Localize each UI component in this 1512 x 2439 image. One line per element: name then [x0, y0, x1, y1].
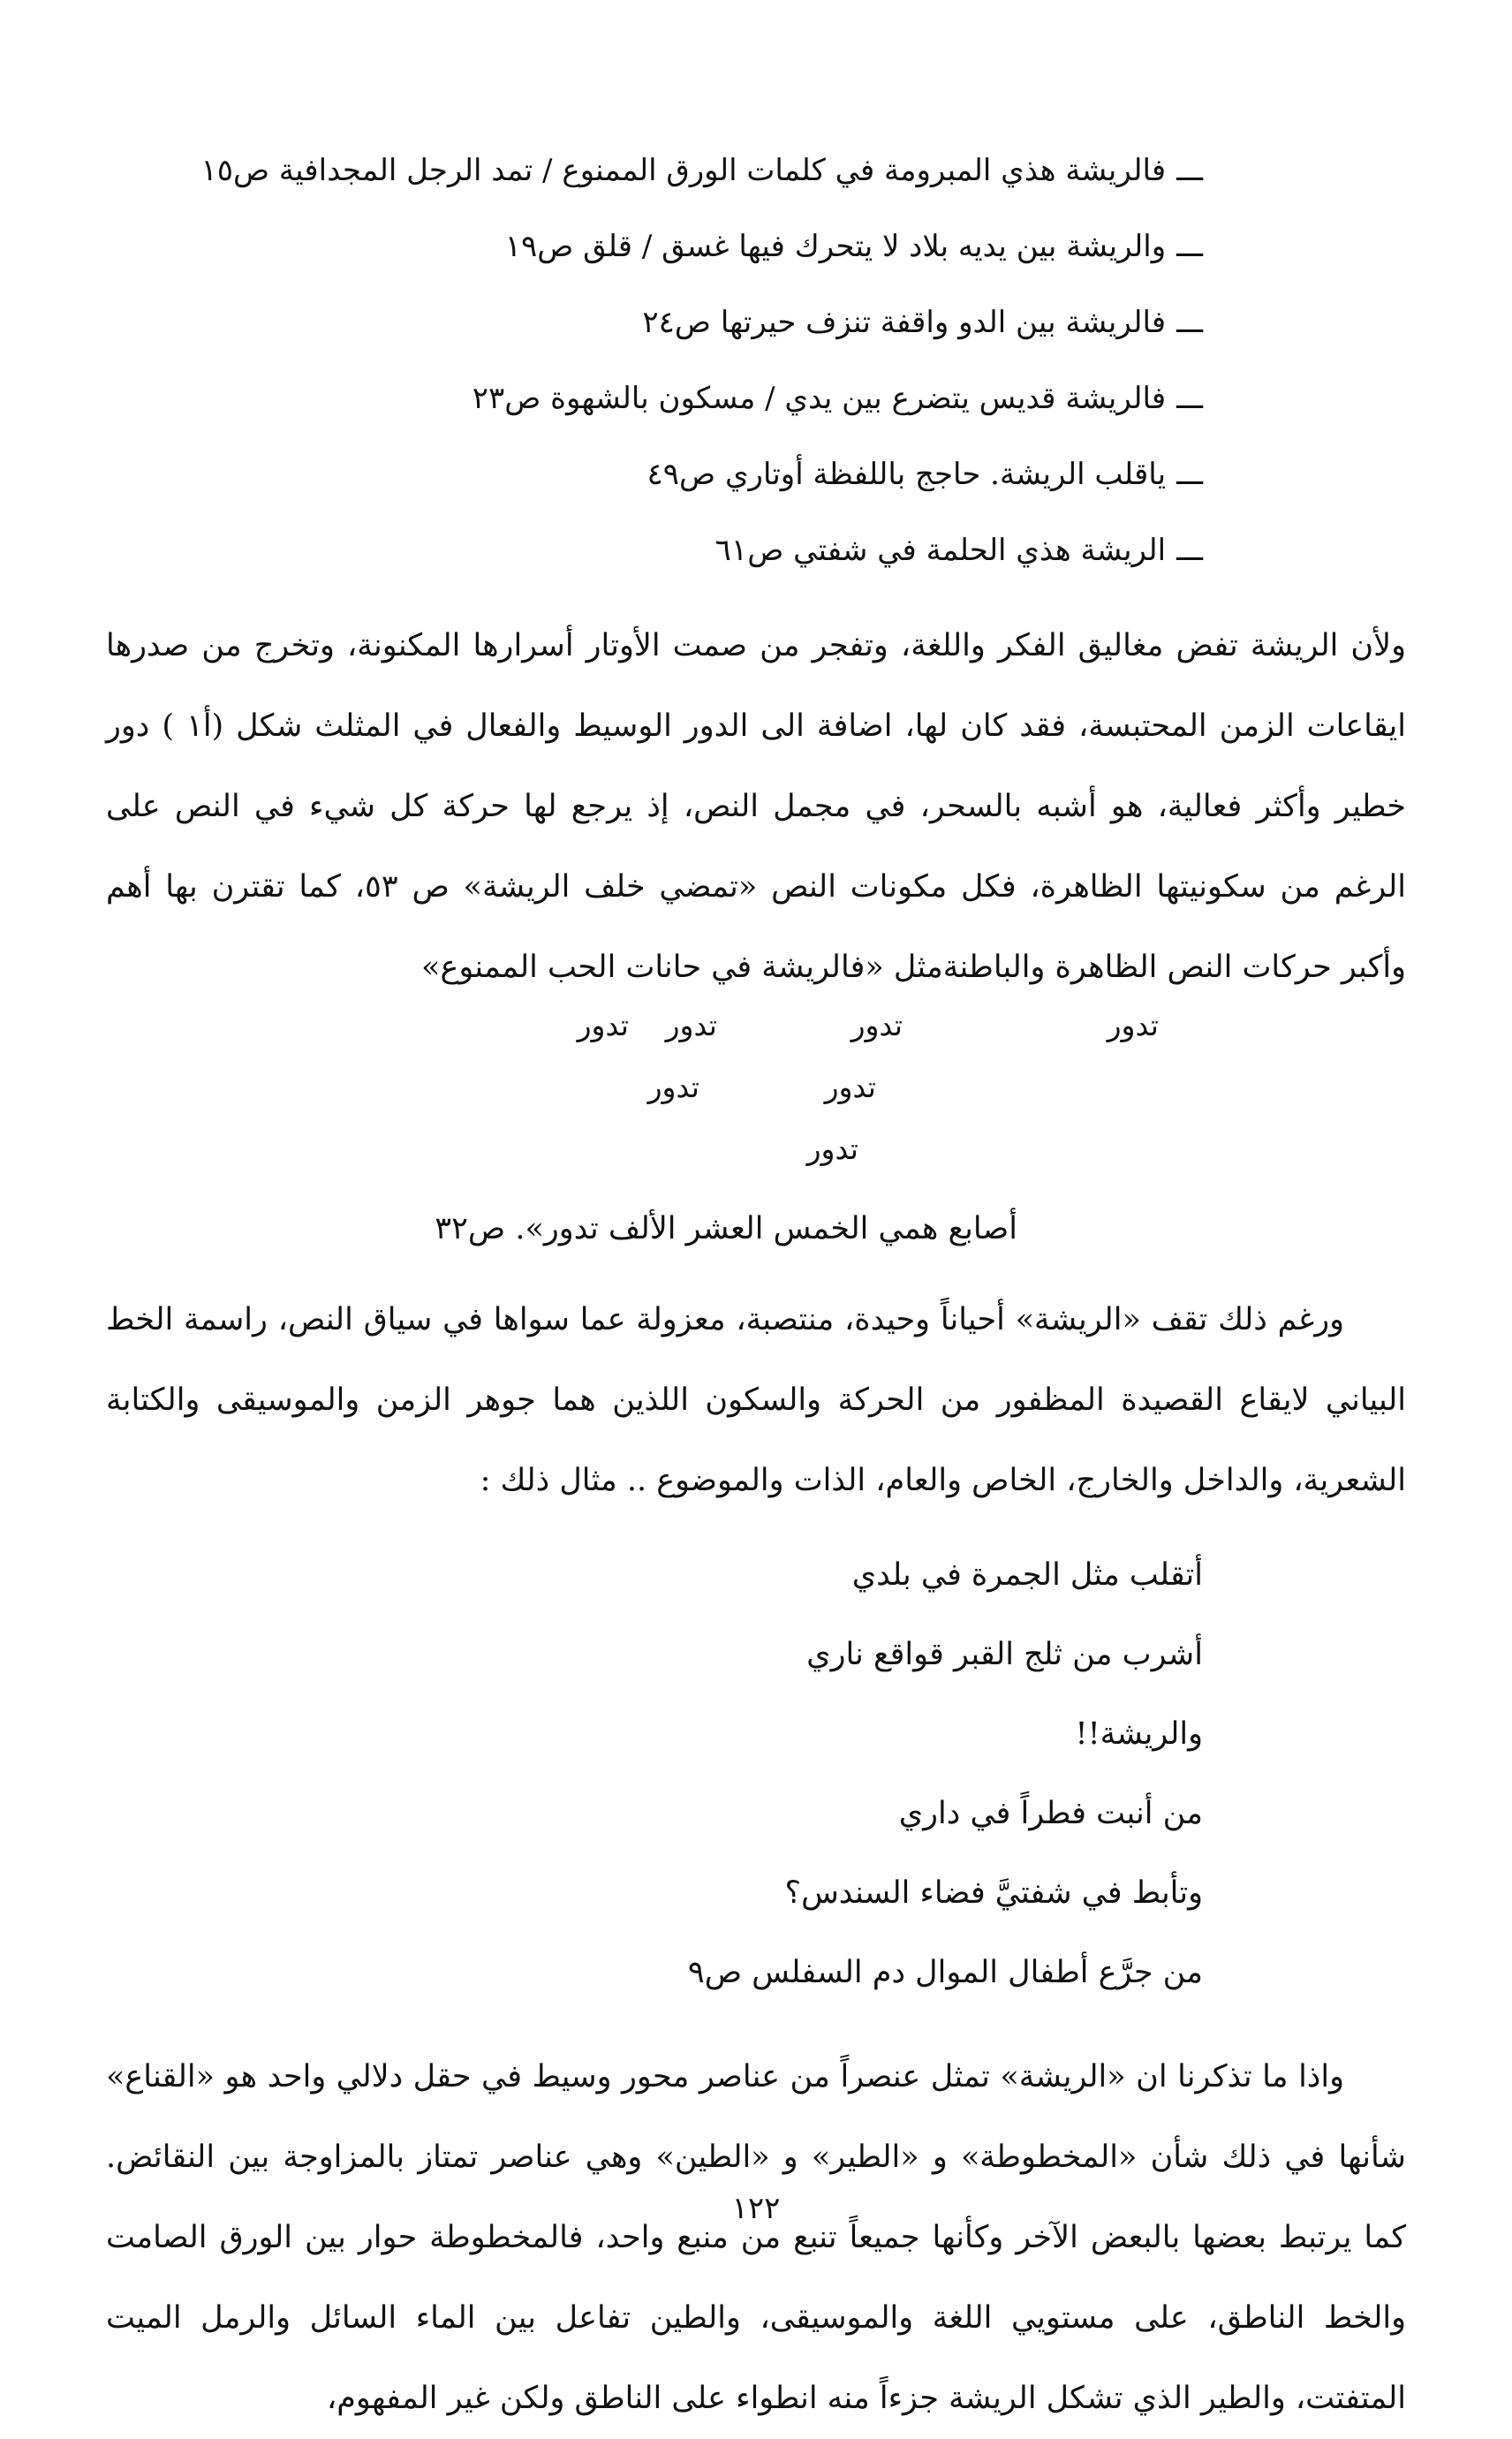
dash-marker: ـــ — [1176, 457, 1203, 492]
paragraph-feather-alone: ورغم ذلك تقف «الريشة» أحياناً وحيدة، منتصبة، معزولة عما سواها في سياق النص، راسمة الخط البياني لايقاع القصيدة المظفور من الحركة والسكون اللذين هما جوهر الزمن والموسيقى والكتابة الشعرية، والداخل والخارج، الخاص والعام، الذات والموضوع .. مثال ذلك : — [106, 1302, 1406, 1498]
quote-dash-line — [106, 208, 1203, 284]
page-number: ١٢٢ — [731, 2191, 781, 2226]
quote-text: الريشة هذي الحلمة في شفتي ص٦١ — [714, 533, 1167, 568]
rotating-words-figure — [106, 1008, 1406, 1193]
tadur-word: تدور — [665, 1008, 717, 1042]
quote-dash-line — [106, 284, 1203, 360]
quote-text: فالريشة هذي المبرومة في كلمات الورق الممنوع / تمد الرجل المجدافية ص١٥ — [200, 153, 1167, 188]
tadur-word: تدور — [850, 1008, 903, 1042]
dash-marker: ـــ — [1176, 533, 1203, 568]
quote-dash-line — [106, 360, 1203, 436]
quote-dash-line — [106, 436, 1203, 512]
quote-text: والريشة بين يديه بلاد لا يتحرك فيها غسق / قلق ص١٩ — [504, 229, 1167, 264]
dash-marker: ـــ — [1176, 305, 1203, 340]
fingers-line: أصابع همي الخمس العشر الألف تدور». ص٣٢ — [435, 1211, 1017, 1246]
dash-marker: ـــ — [1176, 229, 1203, 264]
tadur-word: تدور — [806, 1132, 858, 1166]
dash-marker: ـــ — [1176, 153, 1203, 188]
poem-line: أتقلب مثل الجمرة في بلدي — [851, 1557, 1203, 1593]
page-content — [106, 133, 1406, 2439]
poem-excerpt — [106, 1535, 1406, 2012]
poem-line: من أنبت فطراً في داري — [898, 1796, 1203, 1831]
quote-text: فالريشة قديس يتضرع بين يدي / مسكون بالشهوة ص٢٣ — [472, 381, 1167, 416]
poem-line: وتأبط في شفتيَّ فضاء السندس؟ — [784, 1875, 1203, 1911]
quote-dash-list — [106, 133, 1406, 588]
quote-text: فالريشة بين الدو واقفة تنزف حيرتها ص٢٤ — [642, 305, 1167, 340]
quote-dash-line — [106, 512, 1203, 588]
poem-line: والريشة!! — [1075, 1716, 1203, 1752]
poem-line: أشرب من ثلج القبر قواقع ناري — [806, 1637, 1203, 1672]
paragraph-mask-field: واذا ما تذكرنا ان «الريشة» تمثل عنصراً من عناصر محور وسيط في حقل دلالي واحد هو «القناع» شأنها في ذلك شأن «المخطوطة» و «الطير» و «الطين» وهي عناصر تمتاز بالمزاوجة بين النقائض. كما يرتبط بعضها بالبعض الآخر وكأنها جميعاً تنبع من منبع واحد، فالمخطوطة حوار بين الورق الصامت والخط الناطق، على مستويي اللغة والموسيقى، والطين تفاعل بين الماء السائل والرمل الميت المتفتت، والطير الذي تشكل الريشة جزءاً منه انطواء على الناطق ولكن غير المفهوم، — [106, 2059, 1406, 2416]
dash-marker: ـــ — [1176, 381, 1203, 416]
tadur-word: تدور — [647, 1070, 699, 1104]
poem-line: من جرَّع أطفال الموال دم السفلس ص٩ — [687, 1955, 1203, 1990]
paragraph-feather-role: ولأن الريشة تفض مغاليق الفكر واللغة، وتفجر من صمت الأوتار أسرارها المكنونة، وتخرج من صدرها ايقاعات الزمن المحتبسة، فقد كان لها، اضافة الى الدور الوسيط والفعال في المثلث شكل (أ١ ) دور خطير وأكثر فعالية، هو أشبه بالسحر، في مجمل النص، إذ يرجع لها حركة كل شيء في النص على الرغم من سكونيتها الظاهرة، فكل مكونات النص «تمضي خلف الريشة» ص ٥٣، كما تقترن بها أهم وأكبر حركات النص الظاهرة والباطنةمثل «فالريشة في حانات الحب الممنوع» — [106, 628, 1406, 985]
tadur-word: تدور — [1107, 1008, 1159, 1042]
quote-dash-line — [106, 133, 1203, 208]
tadur-word: تدور — [577, 1008, 629, 1042]
quote-text: ياقلب الريشة. حاجج باللفظة أوتاري ص٤٩ — [646, 457, 1167, 492]
tadur-word: تدور — [824, 1070, 876, 1104]
